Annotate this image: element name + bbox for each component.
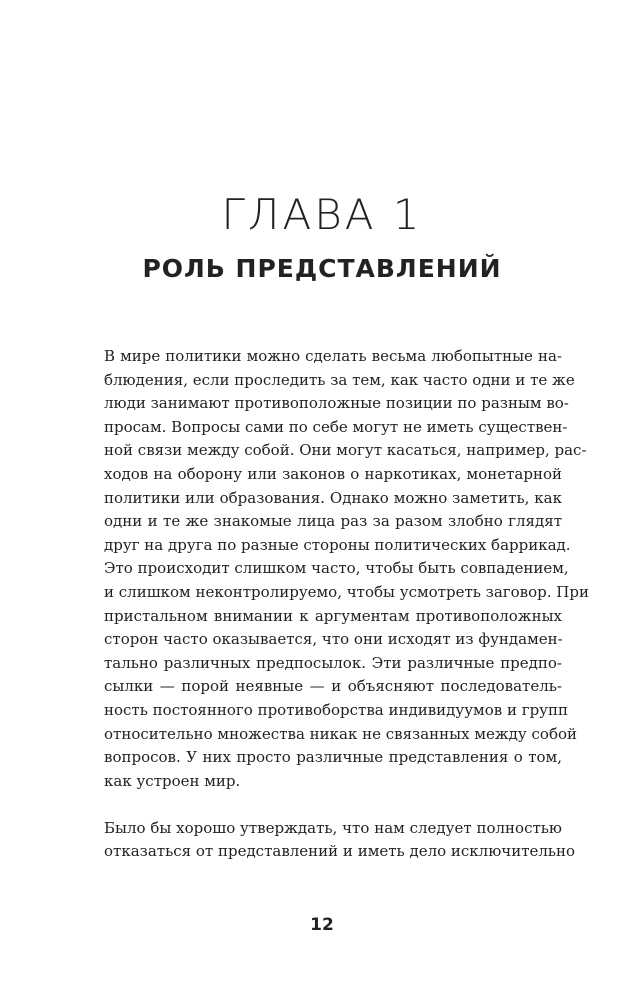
text-line: одни и те же знакомые лица раз за разом злобно глядят — [104, 512, 562, 531]
text-line: политики или образования. Однако можно заметить, как — [104, 488, 562, 507]
paragraph-1 — [104, 345, 589, 793]
text-line: ходов на оборону или законов о наркотиках, монетарной — [104, 464, 562, 483]
text-line: друг на друга по разные стороны политических баррикад. — [104, 535, 571, 554]
paragraph-gap — [104, 793, 562, 817]
text-line: Было бы хорошо утверждать, что нам следует полностью — [104, 818, 562, 837]
text-line: и слишком неконтролируемо, чтобы усмотреть заговор. При — [104, 582, 589, 601]
text-line: как устроен мир. — [104, 771, 241, 790]
chapter-subtitle: РОЛЬ ПРЕДСТАВЛЕНИЙ — [142, 254, 502, 283]
text-line: блюдения, если проследить за тем, как часто одни и те же — [104, 370, 575, 389]
paragraph-2 — [104, 817, 576, 864]
text-line: тально различных предпосылок. Эти различные предпо- — [104, 653, 562, 672]
text-line: ной связи между собой. Они могут касаться, например, рас- — [104, 441, 587, 460]
page-number: 12 — [310, 915, 334, 935]
text-line: сылки — порой неявные — и объясняют последователь- — [104, 677, 562, 696]
chapter-heading: ГЛАВА 1 — [221, 190, 423, 239]
text-line: относительно множества никак не связанных между собой — [104, 724, 578, 743]
text-line: сторон часто оказывается, что они исходят из фундамен- — [104, 630, 563, 649]
text-line: вопросов. У них просто различные представления о том, — [104, 748, 562, 767]
body-text — [104, 345, 589, 864]
text-line: отказаться от представлений и иметь дело исключительно — [104, 842, 576, 861]
text-line: просам. Вопросы сами по себе могут не иметь существен- — [104, 417, 568, 436]
text-line: люди занимают противоположные позиции по разным во- — [104, 394, 569, 413]
text-line: пристальном внимании к аргументам противоположных — [104, 606, 562, 625]
text-line: Это происходит слишком часто, чтобы быть совпадением, — [104, 559, 569, 578]
text-line: ность постоянного противоборства индивидуумов и групп — [104, 700, 569, 719]
text-line: В мире политики можно сделать весьма любопытные на- — [104, 347, 562, 365]
